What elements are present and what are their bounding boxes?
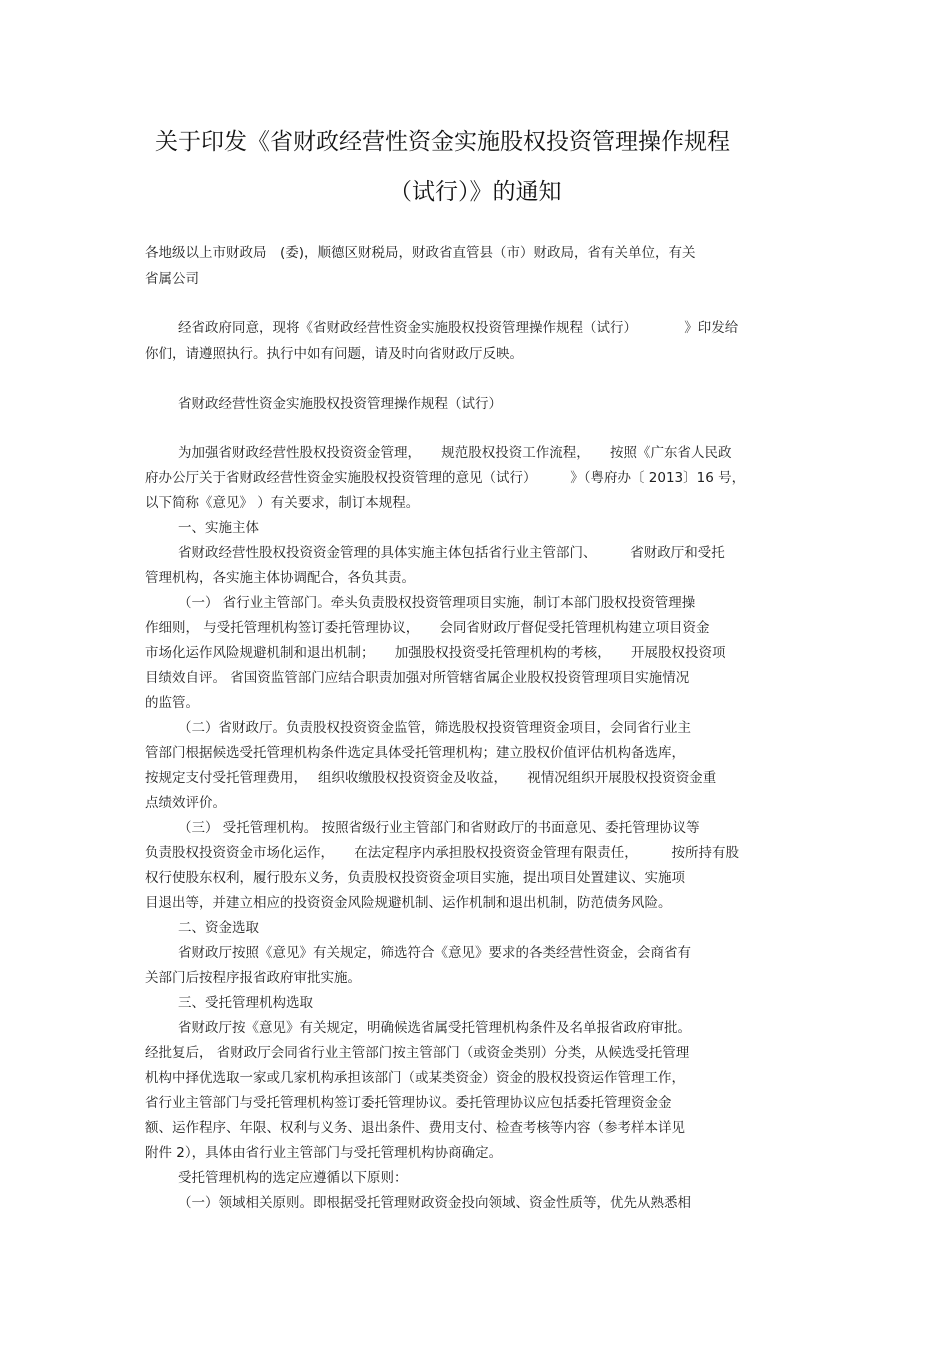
body-line: 省财政经营性股权投资资金管理的具体实施主体包括省行业主管部门、 省财政厅和受托 [178,545,725,561]
body-line: 以下简称《意见》 ）有关要求，制订本规程。 [145,495,420,511]
section-heading: 一、实施主体 [178,520,259,536]
body-line: 省财政厅按照《意见》有关规定，筛选符合《意见》要求的各类经营性资金，会商省有 [178,945,691,961]
body-line: 点绩效评价。 [145,795,226,811]
body-line: 的监管。 [145,695,199,711]
section-heading: 三、受托管理机构选取 [178,995,313,1011]
body-line: 额、运作程序、年限、权利与义务、退出条件、费用支付、检查考核等内容（参考样本详见 [145,1120,685,1136]
body-line: 受托管理机构的选定应遵循以下原则： [178,1170,408,1186]
body-line: （一）领域相关原则。即根据受托管理财政资金投向领域、资金性质等，优先从熟悉相 [178,1195,691,1211]
body-line: 管部门根据候选受托管理机构条件选定具体受托管理机构；建立股权价值评估机构备选库， [145,745,685,761]
body-line: 管理机构，各实施主体协调配合，各负其责。 [145,570,415,586]
body-line: 省财政厅按《意见》有关规定，明确候选省属受托管理机构条件及名单报省政府审批。 [178,1020,691,1036]
body-line: 负责股权投资资金市场化运作， 在法定程序内承担股权投资资金管理有限责任， 按所持有股 [145,845,739,861]
body-line: 按规定支付受托管理费用， 组织收缴股权投资资金及收益， 视情况组织开展股权投资资金重 [145,770,717,786]
body-line: 关部门后按程序报省政府审批实施。 [145,970,361,986]
body-line: 权行使股东权利，履行股东义务，负责股权投资资金项目实施，提出项目处置建议、实施项 [145,870,685,886]
body-line: 目绩效自评。 省国资监管部门应结合职责加强对所管辖省属企业股权投资管理项目实施情况 [145,670,690,686]
body-line: 作细则， 与受托管理机构签订委托管理协议， 会同省财政厅督促受托管理机构建立项目资金 [145,620,710,636]
body-line: 机构中择优选取一家或几家机构承担该部门（或某类资金）资金的股权投资运作管理工作， [145,1070,685,1086]
body-line: 经批复后， 省财政厅会同省行业主管部门按主管部门（或资金类别）分类，从候选受托管理 [145,1045,690,1061]
addressee-line: 省属公司 [145,271,199,287]
notice-paragraph-line: 你们，请遵照执行。执行中如有问题，请及时向省财政厅反映。 [145,346,523,362]
document-title-line-1: 关于印发《省财政经营性资金实施股权投资管理操作规程 [155,129,730,155]
addressee-line: 各地级以上市财政局 (委)，顺德区财税局，财政省直管县（市）财政局，省有关单位，有关 [145,245,696,261]
regulation-heading: 省财政经营性资金实施股权投资管理操作规程（试行） [178,396,502,412]
section-heading: 二、资金选取 [178,920,259,936]
body-line: 市场化运作风险规避机制和退出机制； 加强股权投资受托管理机构的考核， 开展股权投资项 [145,645,726,661]
body-line: 府办公厅关于省财政经营性资金实施股权投资管理的意见（试行） 》（粤府办〔 2013〕16 号， [145,470,746,486]
body-line: （三） 受托管理机构。 按照省级行业主管部门和省财政厅的书面意见、委托管理协议等 [178,820,700,836]
body-line: （二）省财政厅。负责股权投资资金监管，筛选股权投资管理资金项目，会同省行业主 [178,720,691,736]
body-line: （一） 省行业主管部门。牵头负责股权投资管理项目实施，制订本部门股权投资管理操 [178,595,696,611]
body-line: 目退出等，并建立相应的投资资金风险规避机制、运作机制和退出机制，防范债务风险。 [145,895,672,911]
body-line: 省行业主管部门与受托管理机构签订委托管理协议。委托管理协议应包括委托管理资金金 [145,1095,672,1111]
document-title-line-2: （试行）》的通知 [389,179,562,205]
notice-paragraph-line: 经省政府同意，现将《省财政经营性资金实施股权投资管理操作规程（试行） 》印发给 [178,320,739,336]
body-line: 为加强省财政经营性股权投资资金管理， 规范股权投资工作流程， 按照《广东省人民政 [178,445,732,461]
body-line: 附件 2），具体由省行业主管部门与受托管理机构协商确定。 [145,1145,503,1161]
